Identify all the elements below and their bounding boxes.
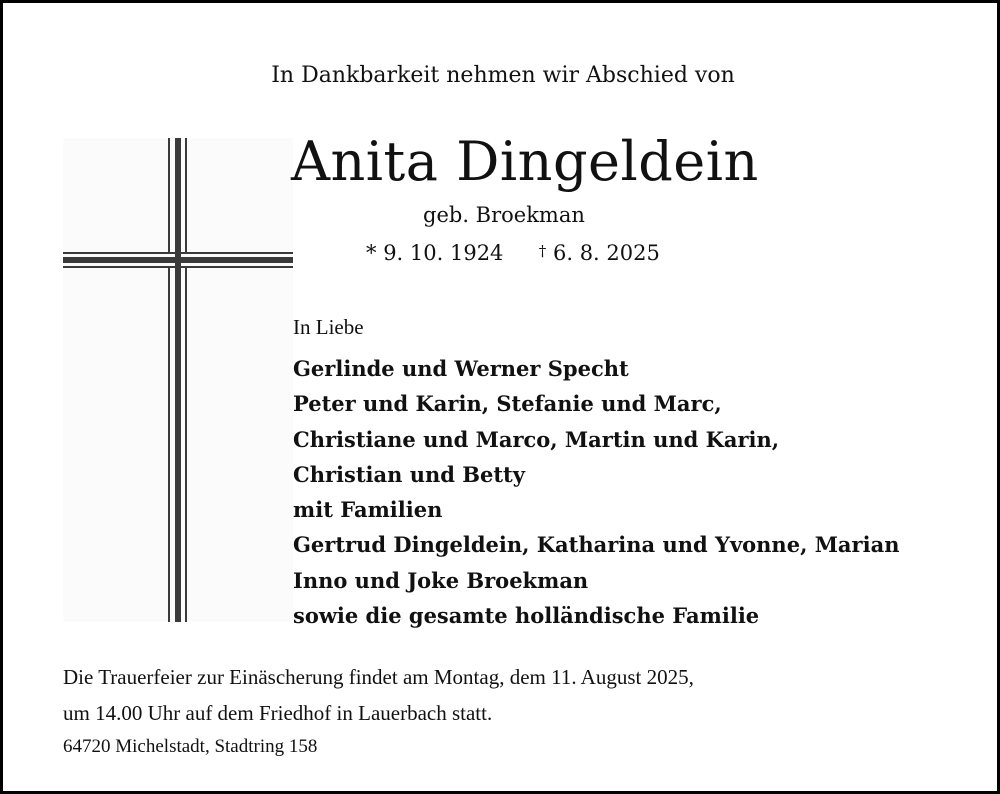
mourner-line: Gerlinde und Werner Specht xyxy=(293,356,629,381)
maiden-name: geb. Broekman xyxy=(423,203,585,227)
deceased-name: Anita Dingeldein xyxy=(291,130,759,193)
address: 64720 Michelstadt, Stadtring 158 xyxy=(63,736,318,757)
intro-text: In Dankbarkeit nehmen wir Abschied von xyxy=(271,63,735,88)
death-date: 6. 8. 2025 xyxy=(552,241,660,265)
mourner-line: sowie die gesamte holländische Familie xyxy=(293,603,760,629)
ceremony-line-1: Die Trauerfeier zur Einäscherung findet am Montag, dem 11. August 2025, xyxy=(63,665,694,689)
mourner-line: mit Familien xyxy=(293,497,443,523)
ceremony-info xyxy=(63,659,943,731)
mourner-line: Christian und Betty xyxy=(293,461,525,487)
mourners-list xyxy=(293,351,899,633)
birth-symbol: * xyxy=(366,241,377,265)
mourner-line: Christiane und Marco, Martin und Karin, xyxy=(293,426,780,452)
cross-icon xyxy=(63,138,293,622)
death-symbol: † xyxy=(538,242,547,260)
mourner-line: Peter und Karin, Stefanie und Marc, xyxy=(293,391,722,417)
life-dates xyxy=(366,241,660,265)
ceremony-line-2: um 14.00 Uhr auf dem Friedhof in Lauerbach statt. xyxy=(63,701,493,725)
mourner-line: Inno und Joke Broekman xyxy=(293,567,589,593)
birth-date: 9. 10. 1924 xyxy=(383,241,504,265)
mourner-line: Gertrud Dingeldein, Katharina und Yvonne, Marian xyxy=(293,532,900,558)
mourners-heading: In Liebe xyxy=(293,315,364,339)
